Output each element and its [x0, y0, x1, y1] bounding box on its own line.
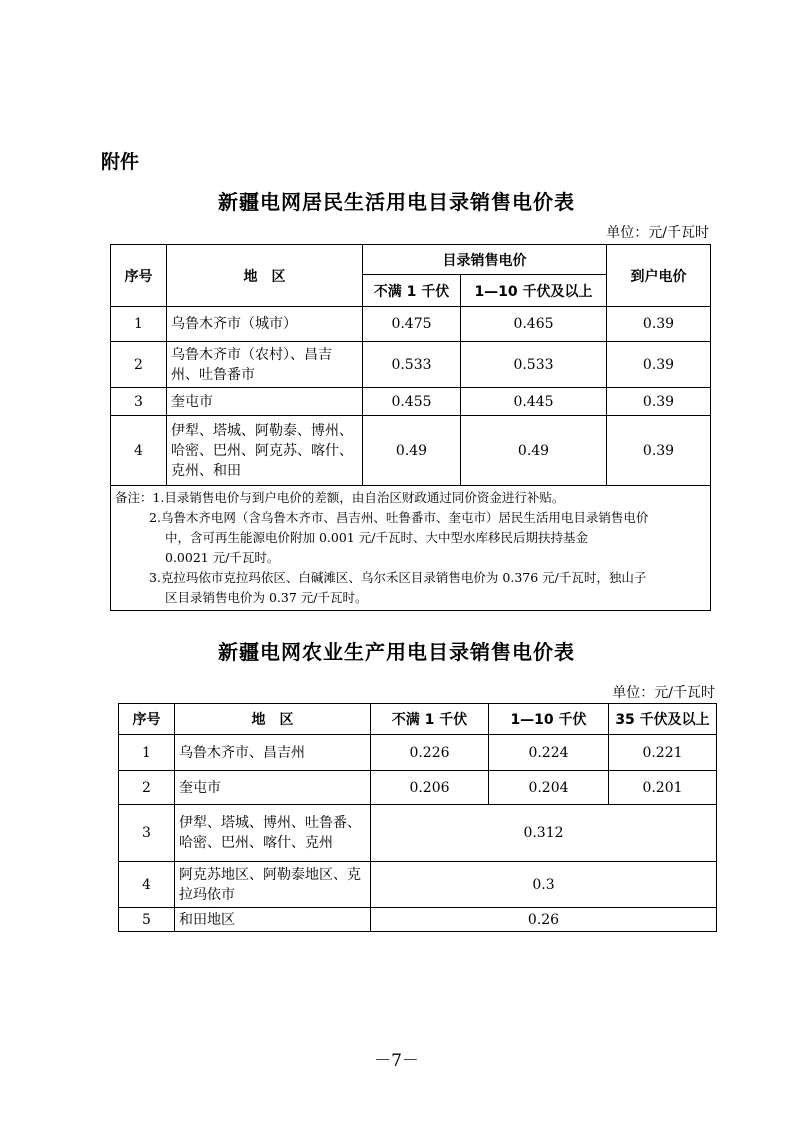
- agricultural-price-table: [118, 703, 717, 932]
- header-household-price: 到户电价: [607, 245, 711, 307]
- table-row: [111, 342, 711, 388]
- row-under-1kv: 0.226: [371, 735, 489, 771]
- table1-header-row: [111, 245, 711, 275]
- row-1-10kv: 0.465: [461, 307, 607, 342]
- page-number: －7－: [374, 1051, 419, 1071]
- row-35kv: 0.201: [609, 771, 717, 805]
- row-region: 和田地区: [175, 908, 371, 932]
- row-1-10kv: 0.445: [461, 388, 607, 416]
- residential-price-table: [110, 244, 711, 611]
- row-under-1kv: 0.206: [371, 771, 489, 805]
- row-merged-price: 0.312: [371, 805, 717, 862]
- note-line: 中，含可再生能源电价附加 0.001 元/千瓦时、大中型水库移民后期扶持基金: [165, 530, 588, 545]
- header-catalog-price: 目录销售电价: [363, 245, 607, 275]
- note-line: 3.克拉玛依市克拉玛依区、白碱滩区、乌尔禾区目录销售电价为 0.376 元/千瓦时，独山子: [149, 570, 647, 585]
- row-seq: 5: [119, 908, 175, 932]
- table1-notes-row: [111, 486, 711, 611]
- row-under-1kv: 0.475: [363, 307, 461, 342]
- row-35kv: 0.221: [609, 735, 717, 771]
- table-row: [111, 416, 711, 486]
- table-row: [111, 307, 711, 342]
- header-under-1kv: 不满 1 千伏: [371, 704, 489, 735]
- row-region: 乌鲁木齐市（农村）、昌吉州、吐鲁番市: [167, 342, 363, 388]
- table2-title: 新疆电网农业生产用电目录销售电价表: [218, 640, 575, 664]
- note-line: 2.乌鲁木齐电网（含乌鲁木齐市、昌吉州、吐鲁番市、奎屯市）居民生活用电目录销售电价: [149, 510, 649, 525]
- row-seq: 4: [111, 416, 167, 486]
- row-seq: 3: [111, 388, 167, 416]
- row-1-10kv: 0.224: [489, 735, 609, 771]
- header-under-1kv: 不满 1 千伏: [363, 275, 461, 307]
- header-35kv-above: 35 千伏及以上: [609, 704, 717, 735]
- attachment-label: 附件: [101, 151, 140, 173]
- row-seq: 3: [119, 805, 175, 862]
- row-region: 乌鲁木齐市（城市）: [167, 307, 363, 342]
- row-region: 伊犁、塔城、博州、吐鲁番、哈密、巴州、喀什、克州: [175, 805, 371, 862]
- note-line: 区目录销售电价为 0.37 元/千瓦时。: [165, 590, 368, 605]
- row-region: 乌鲁木齐市、昌吉州: [175, 735, 371, 771]
- table1-title: 新疆电网居民生活用电目录销售电价表: [218, 190, 575, 214]
- row-under-1kv: 0.455: [363, 388, 461, 416]
- row-seq: 1: [111, 307, 167, 342]
- row-household: 0.39: [607, 416, 711, 486]
- table-row: [119, 771, 717, 805]
- row-seq: 1: [119, 735, 175, 771]
- row-household: 0.39: [607, 388, 711, 416]
- row-under-1kv: 0.533: [363, 342, 461, 388]
- header-1-10kv-above: 1—10 千伏及以上: [461, 275, 607, 307]
- row-region: 奎屯市: [175, 771, 371, 805]
- header-region: 地 区: [175, 704, 371, 735]
- table-row: [119, 805, 717, 862]
- header-1-10kv: 1—10 千伏: [489, 704, 609, 735]
- table-row: [119, 735, 717, 771]
- table1-notes: [111, 486, 711, 611]
- table-row: [111, 388, 711, 416]
- table1-unit: 单位：元/千瓦时: [606, 225, 709, 241]
- row-household: 0.39: [607, 307, 711, 342]
- header-seq: 序号: [111, 245, 167, 307]
- note-line: 0.0021 元/千瓦时。: [165, 550, 280, 565]
- row-under-1kv: 0.49: [363, 416, 461, 486]
- row-region: 阿克苏地区、阿勒泰地区、克拉玛依市: [175, 862, 371, 908]
- table2-unit: 单位：元/千瓦时: [612, 685, 715, 701]
- row-seq: 2: [119, 771, 175, 805]
- table2-header-row: [119, 704, 717, 735]
- header-region: 地 区: [167, 245, 363, 307]
- row-1-10kv: 0.533: [461, 342, 607, 388]
- table-row: [119, 862, 717, 908]
- header-seq: 序号: [119, 704, 175, 735]
- row-seq: 2: [111, 342, 167, 388]
- row-region: 奎屯市: [167, 388, 363, 416]
- note-line: 备注：1.目录销售电价与到户电价的差额，由自治区财政通过同价资金进行补贴。: [115, 490, 565, 505]
- row-merged-price: 0.26: [371, 908, 717, 932]
- row-1-10kv: 0.204: [489, 771, 609, 805]
- row-household: 0.39: [607, 342, 711, 388]
- row-1-10kv: 0.49: [461, 416, 607, 486]
- row-merged-price: 0.3: [371, 862, 717, 908]
- table-row: [119, 908, 717, 932]
- row-region: 伊犁、塔城、阿勒泰、博州、哈密、巴州、阿克苏、喀什、克州、和田: [167, 416, 363, 486]
- row-seq: 4: [119, 862, 175, 908]
